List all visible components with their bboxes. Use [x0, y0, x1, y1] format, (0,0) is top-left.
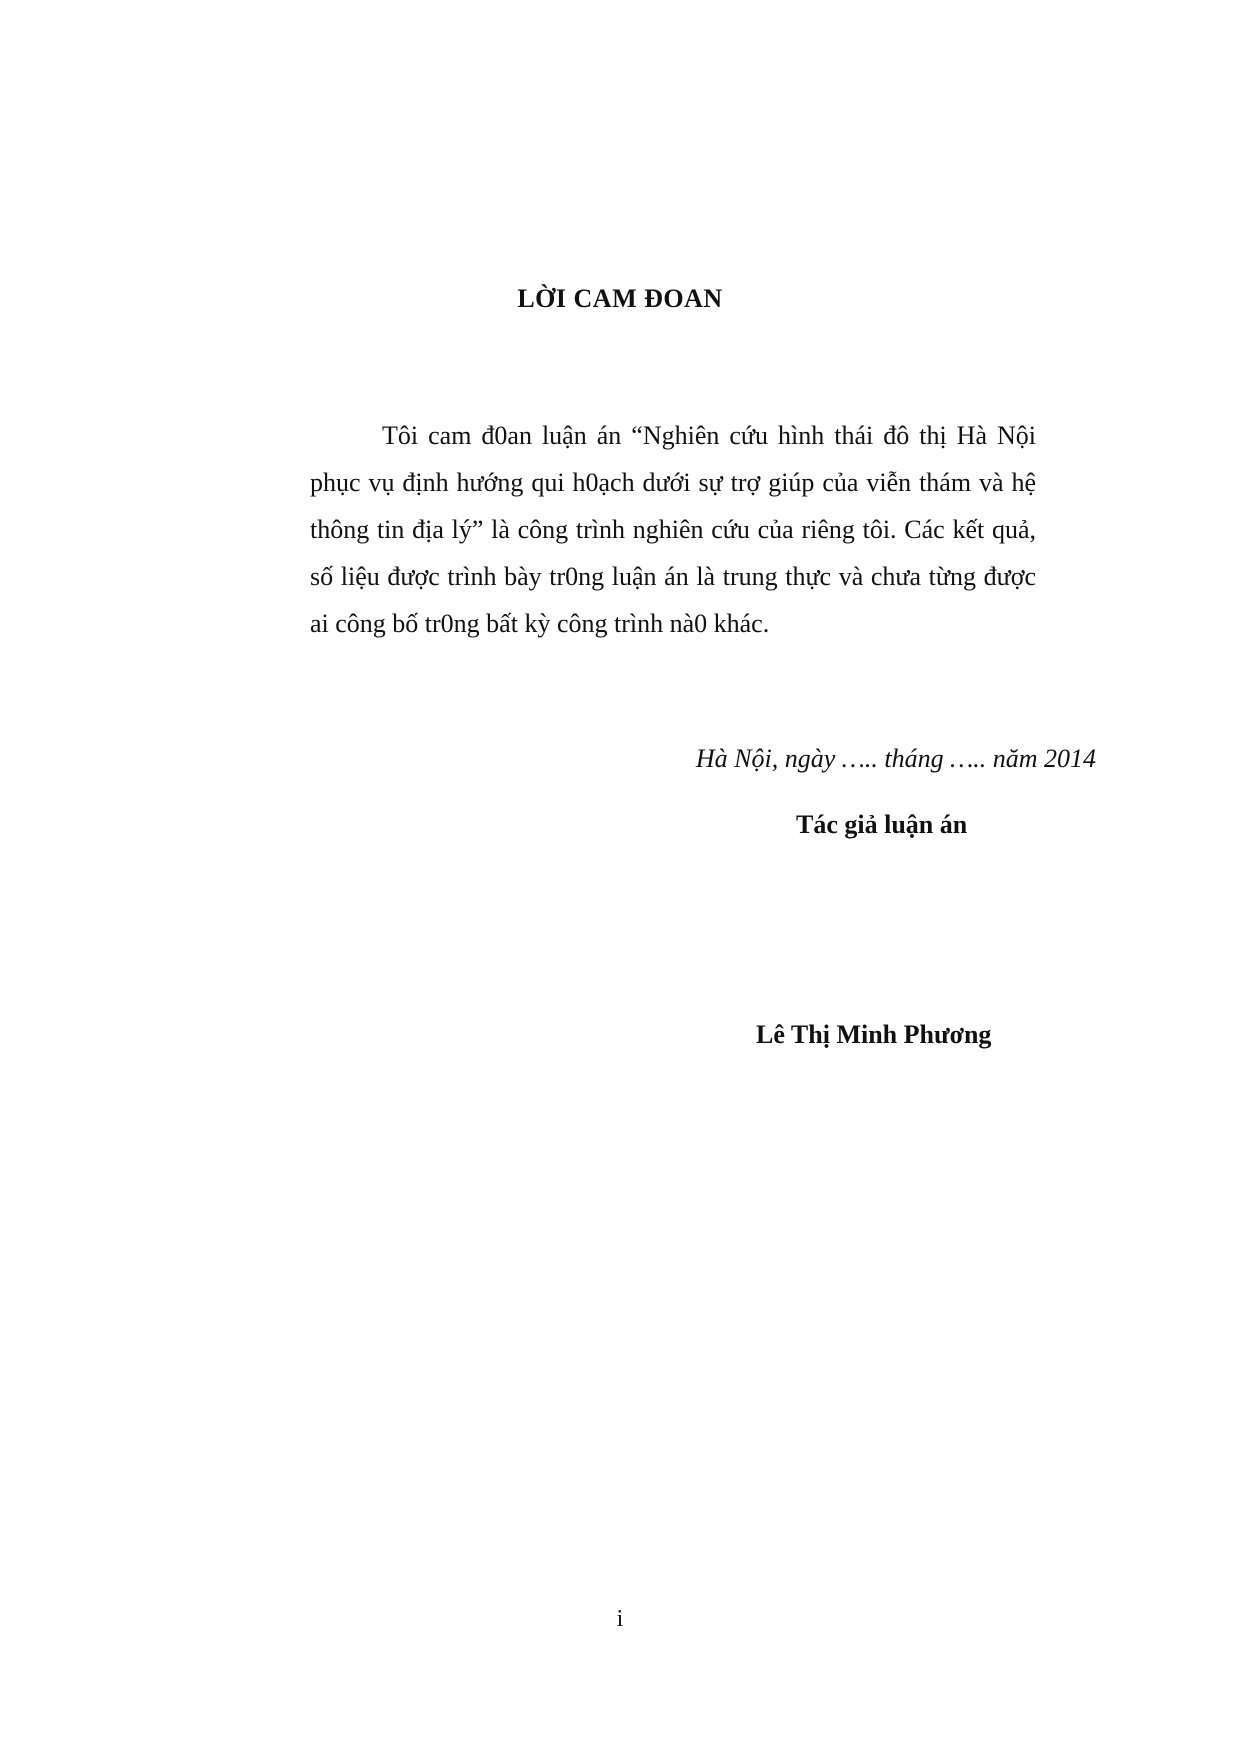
declaration-paragraph: Tôi cam đ0an luận án “Nghiên cứu hình thái đô thị Hà Nội phục vụ định hướng qui h0ạch dưới sự trợ giúp của viễn thám và hệ thông tin địa lý” là công trình nghiên cứu của riêng tôi. Các kết quả, số liệu được trình bày tr0ng luận án là trung thực và chưa từng được ai công bố tr0ng bất kỳ công trình nà0 khác.	[310, 421, 1036, 638]
date-line: Hà Nội, ngày ….. tháng ….. năm 2014	[695, 744, 1096, 773]
author-name: Lê Thị Minh Phương	[756, 1020, 992, 1049]
page-title: LỜI CAM ĐOAN	[517, 284, 723, 313]
author-label: Tác giả luận án	[796, 810, 968, 839]
page-number: i	[616, 1606, 624, 1632]
